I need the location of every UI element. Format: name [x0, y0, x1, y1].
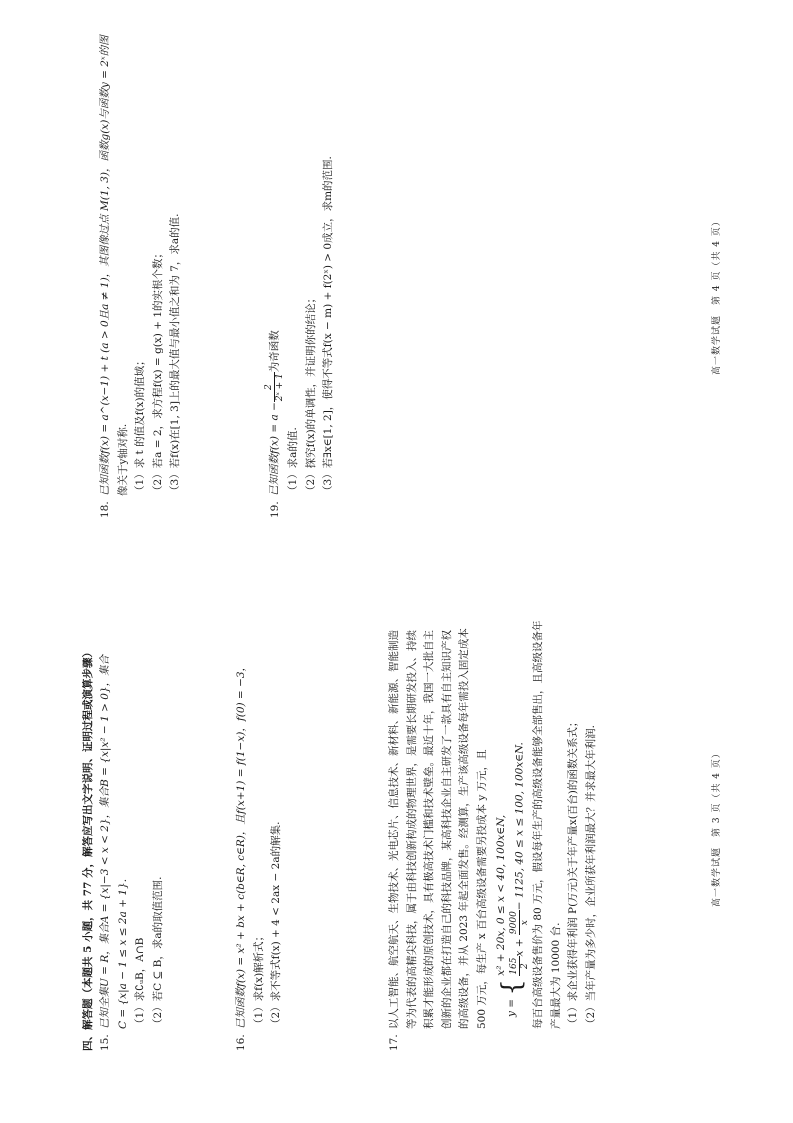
question-17: [386, 620, 600, 1051]
question-number: 15.: [99, 1034, 111, 1051]
question-stem: 已知函数f(x) = a −: [268, 402, 281, 496]
question-part-3: （3）若∃x∈[1, 2]，使得不等式f(x − m) + f(2ˣ) > 0成立，求m的范围.: [322, 156, 334, 496]
question-stem: 已知函数f(x) = a^(x−1) + t (a > 0且a ≠ 1)，其图像过点 M(1, 3)，函数g(x)与函数y = 2ˣ的图: [99, 35, 111, 496]
case-1: x² + 20x, 0 ≤ x < 40, 100x∈N,: [495, 814, 507, 976]
paragraph-line: 的高级设备，并从 2023 年起全面发售。经测算，生产该高级设备每年需投入固定成本: [458, 628, 470, 1029]
question-stem-end: 为奇函数: [268, 330, 281, 373]
question-part-1: （1）求∁ᵤB，A∩B: [134, 937, 146, 1029]
case-2: 165 2 x + 9000 x − 1125, 40 ≤ x ≤ 100, 100x∈N.: [509, 742, 530, 975]
question-part-1: （1）求 t 的值及f(x)的值域；: [134, 355, 146, 496]
paragraph-line: 积累才能形成的原创技术，具有极高技术门槛和技术壁垒。最近十年，我国一大批自主: [423, 630, 435, 1029]
paragraph-line: 等为代表的高精尖科技，属于由科技创新构成的物理世界，是需要长期研发投入、持续: [405, 630, 418, 1029]
question-stem-continued: C = {x|a − 1 ≤ x ≤ 2a + 1}.: [116, 878, 129, 1029]
section-heading: 四、解答题（本题共 5 小题，共 77 分，解答应写出文字说明、证明过程或演算步骤）: [82, 646, 94, 1051]
question-number: 18.: [99, 501, 111, 518]
question-part-2: （2）若C ⊆ B，求a的取值范围.: [151, 876, 164, 1029]
section-four-block: [80, 647, 98, 1051]
question-15: [97, 655, 167, 1051]
question-part-2: （2）当年产量为多少时，企业所获年利润最大？并求最大年利润.: [584, 724, 597, 1029]
question-part-1: （1）求企业获得年利润 P(万元)关于年产量x(百台)的函数关系式；: [567, 716, 579, 1029]
question-number: 17.: [388, 1034, 400, 1051]
paragraph-line: 以人工智能、航空航天、生物技术、光电芯片、信息技术、新材料、新能源、智能制造: [388, 630, 400, 1029]
piecewise-lhs: y =: [505, 998, 518, 1017]
question-part-3: （3）若f(x)在[1, 3]上的最大值与最小值之和为 7，求a的值.: [169, 213, 181, 496]
paragraph-line: 每百台高级设备售价为 80 万元，假设每年生产的高级设备能够全部售出，且高级设备年: [532, 620, 544, 1029]
question-18: [97, 35, 185, 518]
question-16: [233, 661, 286, 1051]
page-footer: 高一数学试题 第 4 页（共 4 页）: [712, 216, 722, 375]
question-number: 16.: [235, 1034, 247, 1051]
piecewise-cost-function: [493, 620, 530, 1051]
question-part-1: （1）求a的值.: [287, 427, 299, 496]
coef-fraction: 165 2: [509, 957, 530, 975]
paragraph-line: 创新的企业都在打造自己的科技品牌，某高科技企业自主研发了一款具有自主知识产权: [440, 630, 453, 1029]
paragraph-line: 产量最大为 10000 台.: [549, 922, 562, 1029]
question-part-2: （2）求不等式f(x) + 4 < 2ax − 2a的解集.: [270, 821, 282, 1029]
brace-symbol: {: [496, 979, 527, 996]
question-stem-continued: 像关于y轴对称.: [116, 423, 129, 496]
piecewise-cases: [493, 742, 530, 976]
question-stem: 已知函数f(x) = x² + bx + c(b∈R, c∈R)，且f(x+1) = f(1−x)，f(0) = −3，: [235, 660, 247, 1029]
paragraph-line: 500 万元，每生产 x 百台高级设备需要另投成本 y 万元，且: [475, 749, 488, 1029]
page-footer: 高一数学试题 第 3 页（共 4 页）: [712, 748, 722, 907]
question-part-2: （2）探究f(x)的单调性，并证明你的结论；: [304, 292, 317, 496]
question-stem: 已知全集U = R，集合A = {x|−3 < x < 2}，集合B = {x|x² − 1 > 0}，集合: [99, 654, 111, 1029]
question-number: 19.: [268, 501, 281, 518]
question-part-1: （1）求f(x)解析式；: [252, 930, 265, 1029]
question-part-2: （2）若a = 2，求方程f(x) = g(x) + 1的实根个数；: [151, 247, 164, 496]
stem-fraction: 2 2ˣ + 1: [264, 373, 285, 402]
question-19: [264, 156, 338, 518]
term-fraction: 9000 x: [509, 911, 530, 935]
page-4-column: [0, 0, 793, 561]
page-3-column: [0, 562, 793, 1123]
